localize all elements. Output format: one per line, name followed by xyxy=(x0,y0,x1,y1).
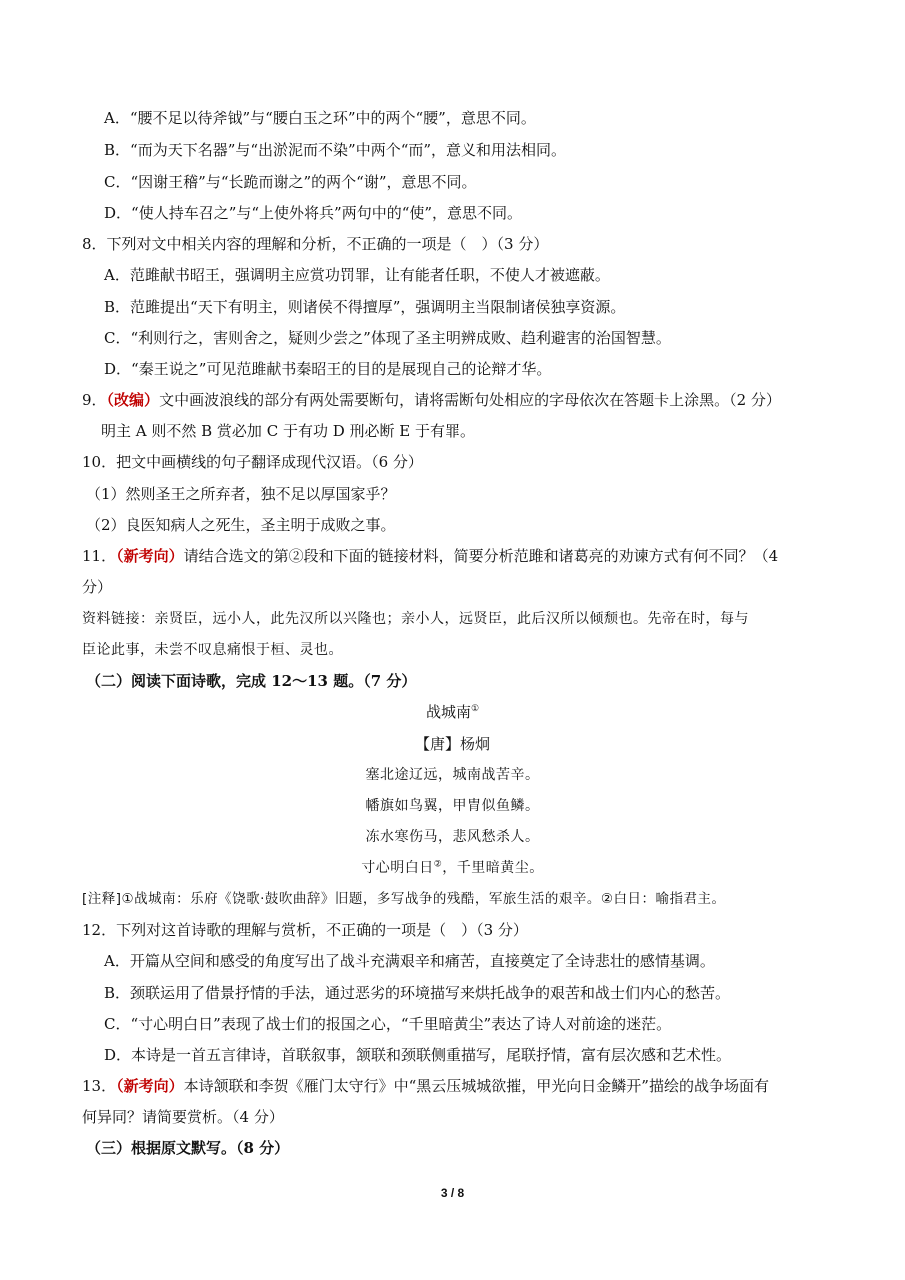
q12-option-a: A．开篇从空间和感受的角度写出了战斗充满艰辛和痛苦，直接奠定了全诗悲壮的感情基调。 xyxy=(104,952,715,970)
q7-option-d: D．“使人持车召之”与“上使外将兵”两句中的“使”，意思不同。 xyxy=(104,204,523,222)
poem-line-4-a: 寸心明白日 xyxy=(361,860,434,876)
section3-heading: （三）根据原文默写。（8 分） xyxy=(86,1139,290,1157)
q12-option-c: C．“寸心明白日”表现了战士们的报国之心，“千里暗黄尘”表达了诗人对前途的迷茫。 xyxy=(104,1015,672,1033)
q13-number: 13． xyxy=(82,1077,117,1095)
q12-option-d: D．本诗是一首五言律诗，首联叙事，颔联和颈联侧重描写，尾联抒情，富有层次感和艺术性。 xyxy=(104,1046,732,1064)
poem-annotation: [注释]①战城南：乐府《饶歌·鼓吹曲辞》旧题，多写战争的残酷，军旅生活的艰辛。②白日：喻指君主。 xyxy=(82,891,726,907)
q8-option-c: C．“利则行之，害则舍之，疑则少尝之”体现了圣主明辨成败、趋利避害的治国智慧。 xyxy=(104,329,671,347)
q13-tag: （新考向） xyxy=(116,1077,184,1095)
q11-material-line1: 资料链接：亲贤臣，远小人，此先汉所以兴隆也；亲小人，远贤臣，此后汉所以倾颓也。先帝在时，每与 xyxy=(82,611,749,627)
q7-option-c: C．“因谢王稽”与“长跪而谢之”的两个“谢”，意思不同。 xyxy=(104,173,477,191)
section2-heading: （二）阅读下面诗歌，完成 12～13 题。（7 分） xyxy=(86,672,417,690)
q8-option-d: D．“秦王说之”可见范雎献书秦昭王的目的是展现自己的论辩才华。 xyxy=(104,360,552,378)
poem-note-mark-2: ② xyxy=(433,859,443,870)
q11-stem xyxy=(82,545,778,567)
q9-stem xyxy=(82,389,781,411)
page-number: 3 / 8 xyxy=(440,1186,465,1200)
q12-option-b: B．颈联运用了借景抒情的手法，通过恶劣的环境描写来烘托战争的艰苦和战士们内心的愁苦。 xyxy=(104,984,731,1002)
q9-text: 文中画波浪线的部分有两处需要断句，请将需断句处相应的字母依次在答题卡上涂黑。（2 分） xyxy=(159,391,781,409)
poem-line-4 xyxy=(0,857,905,879)
poem-note-mark: ① xyxy=(470,704,480,714)
poem-title xyxy=(0,701,905,723)
poem-title-text: 战城南 xyxy=(425,703,471,721)
q10-stem: 10．把文中画横线的句子翻译成现代汉语。（6 分） xyxy=(82,453,423,471)
q8-stem: 8．下列对文中相关内容的理解和分析，不正确的一项是（ ）（3 分） xyxy=(82,235,549,253)
q8-option-a: A．范雎献书昭王，强调明主应赏功罚罪，让有能者任职，不使人才被遮蔽。 xyxy=(104,266,610,284)
q13-text: 本诗颔联和李贺《雁门太守行》中“黑云压城城欲摧，甲光向日金鳞开”描绘的战争场面有 xyxy=(183,1077,769,1095)
q7-option-b: B．“而为天下名器”与“出淤泥而不染”中两个“而”，意义和用法相同。 xyxy=(104,141,567,159)
q10-sentence-1: （1）然则圣王之所弃者，独不足以厚国家乎？ xyxy=(86,485,396,503)
q10-sentence-2: （2）良医知病人之死生，圣主明于成败之事。 xyxy=(86,516,396,534)
q7-option-a: A．“腰不足以待斧钺”与“腰白玉之环”中的两个“腰”，意思不同。 xyxy=(104,109,536,127)
q13-stem xyxy=(82,1075,769,1097)
q8-option-b: B．范雎提出“天下有明主，则诸侯不得擅厚”，强调明主当限制诸侯独享资源。 xyxy=(104,298,626,316)
q12-stem: 12．下列对这首诗歌的理解与赏析，不正确的一项是（ ）（3 分） xyxy=(82,921,528,939)
poem-line-1: 塞北途辽远，城南战苦辛。 xyxy=(365,767,540,783)
q11-stem-cont: 分） xyxy=(82,578,113,596)
q11-text: 请结合选文的第②段和下面的链接材料，简要分析范雎和诸葛亮的劝谏方式有何不同？（4 xyxy=(183,547,779,565)
poem-line-4-b: ，千里暗黄尘。 xyxy=(442,860,544,876)
poem-author: 【唐】杨炯 xyxy=(414,735,490,753)
q11-tag: （新考向） xyxy=(116,547,184,565)
q11-material-line2: 臣论此事，未尝不叹息痛恨于桓、灵也。 xyxy=(82,642,343,658)
q9-number: 9． xyxy=(82,391,107,409)
q11-number: 11． xyxy=(82,547,117,565)
q13-stem-cont: 何异同？请简要赏析。（4 分） xyxy=(82,1108,284,1126)
poem-line-2: 幡旗如鸟翼，甲胄似鱼鳞。 xyxy=(365,798,540,814)
poem-line-3: 冻水寒伤马，悲风愁杀人。 xyxy=(365,829,540,845)
q9-tag: （改编） xyxy=(106,391,160,409)
q9-sentence: 明主 A 则不然 B 赏必加 C 于有功 D 刑必断 E 于有罪。 xyxy=(101,422,475,440)
